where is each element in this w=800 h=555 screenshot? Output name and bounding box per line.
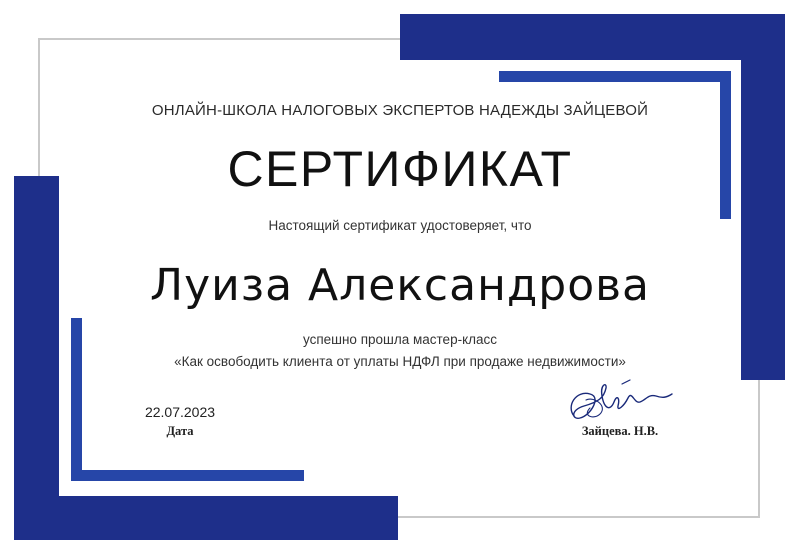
corner-band-bottom-left-horizontal <box>14 496 398 540</box>
completion-text: успешно прошла мастер-класс <box>302 332 498 347</box>
signature-icon <box>560 376 680 428</box>
corner-stripe-bottom-left-horizontal <box>71 470 304 481</box>
certificate-title: СЕРТИФИКАТ <box>227 141 573 197</box>
issue-date: 22.07.2023 <box>144 404 216 420</box>
signer-name: Зайцева. Н.В. <box>581 424 659 438</box>
certificate-intro: Настоящий сертификат удостоверяет, что <box>268 218 532 233</box>
course-title: «Как освободить клиента от уплаты НДФЛ при продаже недвижимости» <box>174 354 626 369</box>
issue-date-label: Дата <box>166 424 194 438</box>
corner-stripe-top-right-horizontal <box>499 71 731 82</box>
school-name: ОНЛАЙН-ШКОЛА НАЛОГОВЫХ ЭКСПЕРТОВ НАДЕЖДЫ ЗАЙЦЕВОЙ <box>151 102 649 119</box>
corner-band-top-right-horizontal <box>400 14 785 60</box>
recipient-name: Луиза Александрова <box>149 260 651 311</box>
